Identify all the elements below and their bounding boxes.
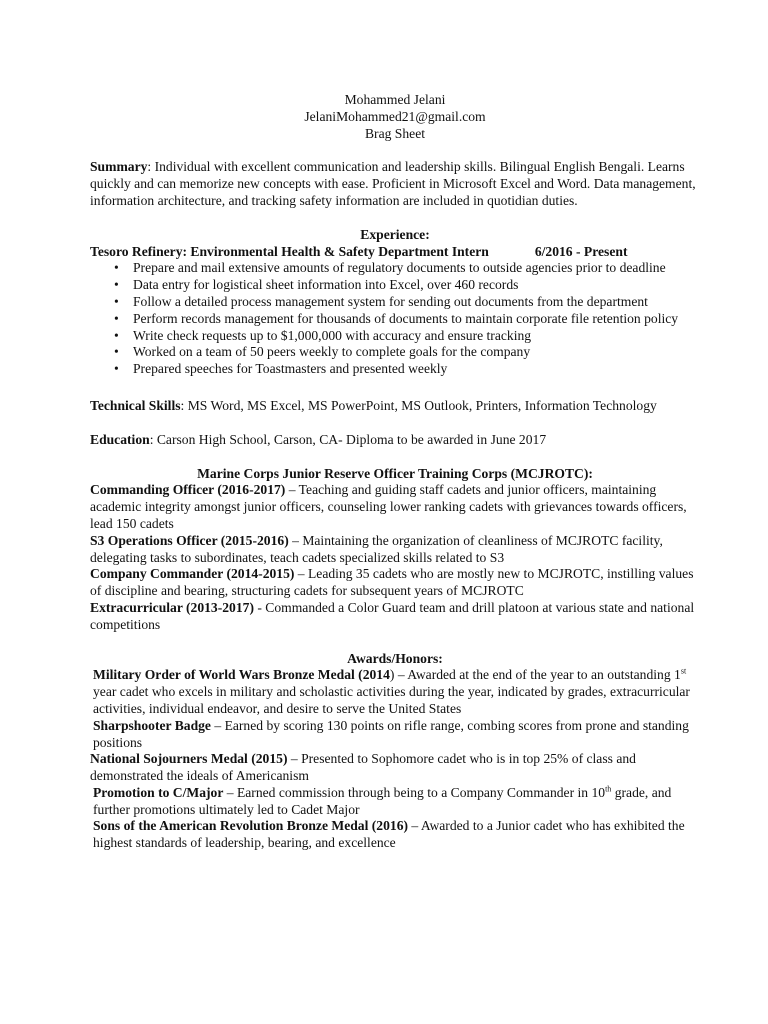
role-entry (90, 600, 700, 634)
award-title: Sons of the American Revolution Bronze Medal (2016) (93, 818, 409, 834)
list-item: • Perform records management for thousands of documents to maintain corporate file retention policy (114, 311, 700, 328)
summary-text: : Individual with excellent communication and leadership skills. Bilingual English Bengali. Learns quickly and can memorize new concepts with ease. Proficient in Microsoft Excel and Word. Data management, information architecture, and tracking safety information are included in quotidian duties. (90, 159, 696, 208)
list-item: • Worked on a team of 50 peers weekly to complete goals for the company (114, 344, 700, 361)
document-content (90, 92, 700, 852)
experience-bullets (90, 260, 700, 378)
technical-skills-text: : MS Word, MS Excel, MS PowerPoint, MS Outlook, Printers, Information Technology (180, 397, 657, 413)
award-text: – Earned commission through being to a Company Commander in 10 (223, 784, 606, 800)
doc-title: Brag Sheet (364, 125, 426, 141)
role-text: - Commanded a Color Guard team and drill platoon at various state and national competitions (90, 599, 695, 632)
award-text: – Awarded to a Junior cadet who has exhibited the highest standards of leadership, bearing, and excellence (93, 818, 685, 851)
job-dates: 6/2016 - Present (534, 243, 628, 259)
header-email: JelaniMohammed21@gmail.com (304, 108, 486, 124)
award-entry (90, 667, 700, 717)
list-item: • Prepared speeches for Toastmasters and presented weekly (114, 361, 700, 378)
role-text: – Leading 35 cadets who are mostly new to MCJROTC, instilling values of discipline and bearing, structuring cadets for subsequent years of MCJROTC (90, 566, 694, 599)
role-title: Extracurricular (2013-2017) (90, 599, 254, 615)
experience-heading: Experience: (360, 226, 430, 242)
award-entry (90, 718, 700, 752)
role-text: – Maintaining the organization of cleanliness of MCJROTC facility, delegating tasks to subordinates, teach cadets specialized skills related to S3 (90, 532, 663, 565)
education-label: Education (90, 431, 150, 447)
award-title: Sharpshooter Badge (93, 717, 211, 733)
awards-heading: Awards/Honors: (347, 650, 443, 666)
role-entry (90, 566, 700, 600)
role-title: Commanding Officer (2016-2017) (90, 482, 286, 498)
award-text: grade, and further promotions ultimately led to Cadet Major (93, 784, 672, 817)
award-text: year cadet who excels in military and scholastic activities during the year, indicated by grades, extracurricular activities, individual endeavor, and desire to serve the United States (93, 684, 690, 716)
award-title: National Sojourners Medal (2015) (90, 751, 288, 767)
award-entry (90, 751, 700, 785)
award-entry (90, 818, 700, 852)
list-item: • Follow a detailed process management system for sending out documents from the department (114, 294, 700, 311)
education (90, 432, 700, 449)
summary-paragraph (90, 159, 700, 209)
education-text: : Carson High School, Carson, CA- Diploma to be awarded in June 2017 (149, 431, 547, 447)
role-entry (90, 482, 700, 532)
ordinal-suffix: st (680, 666, 687, 676)
summary-label: Summary (90, 159, 148, 175)
job-line (90, 244, 700, 261)
award-text: ) – Awarded at the end of the year to an outstanding 1 (389, 667, 681, 683)
list-item: • Prepare and mail extensive amounts of regulatory documents to outside agencies prior to deadline (114, 260, 700, 277)
role-title: Company Commander (2014-2015) (90, 566, 295, 582)
award-text: – Earned by scoring 130 points on rifle range, combing scores from prone and standing positions (93, 717, 689, 750)
award-text: – Presented to Sophomore cadet who is in top 25% of class and demonstrated the ideals of Americanism (90, 751, 636, 784)
header-name: Mohammed Jelani (344, 92, 446, 107)
mcjrotc-heading: Marine Corps Junior Reserve Officer Training Corps (MCJROTC): (197, 465, 593, 481)
list-item: • Data entry for logistical sheet information into Excel, over 460 records (114, 277, 700, 294)
role-text: – Teaching and guiding staff cadets and junior officers, maintaining academic integrity amongst junior officers, counseling lower ranking cadets with grievances towards officers, lead 150 cadets (90, 482, 687, 531)
role-title: S3 Operations Officer (2015-2016) (90, 532, 289, 548)
technical-skills (90, 398, 700, 415)
list-item: • Write check requests up to $1,000,000 with accuracy and ensure tracking (114, 328, 700, 345)
award-entry (90, 785, 700, 819)
award-title: Military Order of World Wars Bronze Medal (2014 (93, 667, 390, 683)
role-entry (90, 533, 700, 567)
technical-skills-label: Technical Skills (90, 397, 181, 413)
award-title: Promotion to C/Major (93, 784, 224, 800)
ordinal-suffix: th (605, 784, 612, 794)
job-title: Tesoro Refinery: Environmental Health & Safety Department Intern (90, 243, 489, 259)
